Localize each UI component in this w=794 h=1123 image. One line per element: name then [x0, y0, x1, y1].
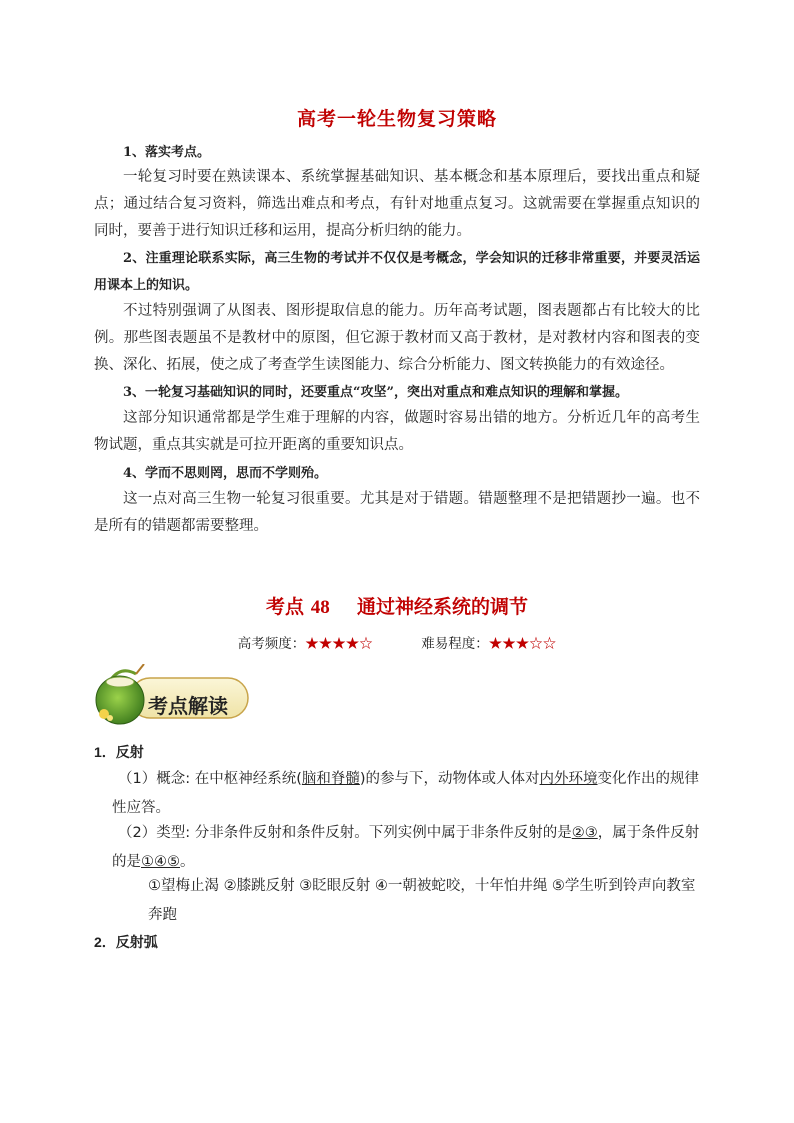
types-text-c: 。: [180, 854, 195, 870]
item-1-heading: 1．反射: [94, 744, 144, 760]
item-2-heading: 2．反射弧: [94, 934, 158, 950]
concept-text-a: （1）概念: 在中枢神经系统(: [118, 771, 302, 787]
strategy-heading-2: 2、注重理论联系实际，高三生物的考试并不仅仅是考概念，学会知识的迁移非常重要，并要灵活运用课本上的知识。: [94, 251, 700, 293]
types-text-b: ，属于条件反射的是: [112, 825, 700, 870]
strategy-paragraph-2: 不过特别强调了从图表、图形提取信息的能力。历年高考试题，图表题都占有比较大的比例。那些图表题虽不是教材中的原图，但它源于教材而又高于教材，是对教材内容和图表的变换、深化、拓展，使之成了考查学生读图能力、综合分析能力、图文转换能力的有效途径。: [94, 303, 700, 373]
concept-text-b: )的参与下，动物体或人体对: [359, 771, 540, 787]
section-ratings: [0, 632, 794, 652]
strategy-paragraph-1: 一轮复习时要在熟读课本、系统掌握基础知识、基本概念和基本原理后，要找出重点和疑点；通过结合复习资料，筛选出难点和考点，有针对地重点复习。这就需要在掌握重点知识的同时，要善于进行知识迁移和运用，提高分析归纳的能力。: [94, 169, 700, 239]
section-title: [0, 592, 794, 619]
strategy-heading-4: 4、学而不思则罔，思而不学则殆。: [123, 466, 328, 481]
types-underline-1: ②③: [571, 825, 598, 841]
concept-paragraph: [112, 765, 702, 823]
strategy-paragraph-3: 这部分知识通常都是学生难于理解的内容，做题时容易出错的地方。分析近几年的高考生物试题，重点其实就是可拉开距离的重要知识点。: [94, 410, 700, 453]
frequency-label: 高考频度：: [237, 636, 306, 652]
examples-list: ①望梅止渴 ②膝跳反射 ③眨眼反射 ④一朝被蛇咬，十年怕井绳 ⑤学生听到铃声向教室奔跑: [148, 878, 696, 923]
types-underline-2: ①④⑤: [141, 854, 180, 870]
concept-underline-1: 脑和脊髓: [301, 771, 360, 787]
badge-label: 考点解读: [148, 694, 228, 718]
section-prefix: 考点: [266, 596, 305, 618]
strategy-heading-1: 1、落实考点。: [123, 145, 211, 160]
frequency-stars: ★★★★☆: [305, 636, 373, 652]
difficulty-label: 难易程度：: [421, 636, 489, 652]
types-paragraph: [112, 819, 702, 877]
page-title: 高考一轮生物复习策略: [296, 108, 497, 130]
concept-text-c: 变化作出的规律性应答。: [112, 771, 700, 816]
difficulty-stars: ★★★☆☆: [488, 636, 557, 652]
concept-underline-2: 内外环境: [539, 771, 598, 787]
strategy-paragraph-4: 这一点对高三生物一轮复习很重要。尤其是对于错题。错题整理不是把错题抄一遍。也不是所有的错题都需要整理。: [94, 491, 700, 534]
strategy-heading-3: 3、一轮复习基础知识的同时，还要重点“攻坚”，突出对重点和难点知识的理解和掌握。: [123, 385, 629, 400]
types-text-a: （2）类型: 分非条件反射和条件反射。下列实例中属于非条件反射的是: [118, 825, 572, 841]
section-name: 通过神经系统的调节: [356, 596, 528, 618]
section-number: 48: [310, 597, 330, 618]
